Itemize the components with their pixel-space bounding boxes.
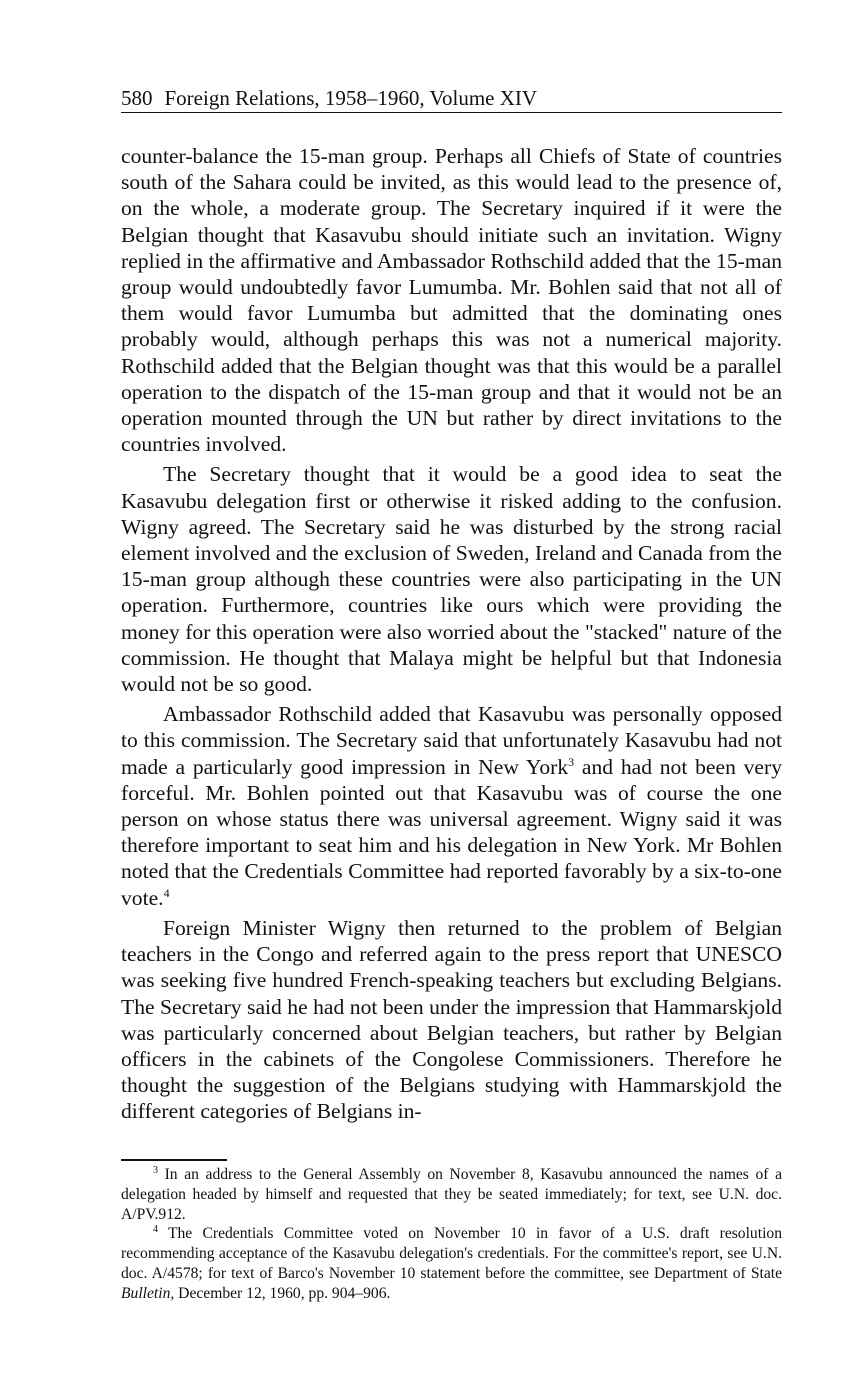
footnote-ref-3: 3 (568, 754, 575, 769)
footnotes (121, 1165, 782, 1304)
document-page (121, 84, 782, 1302)
paragraph-3-part-b: and had not been very forceful. Mr. Bohlen pointed out that Kasavubu was of course the one person on whose status there was universal agreement. Wigny said it was therefore important to seat him and his delegation in New York. Mr Bohlen noted that the Credentials Committee had reported favorably by a six-to-one vote. (121, 754, 782, 910)
paragraph-2: The Secretary thought that it would be a good idea to seat the Kasavubu delegation first or otherwise it risked adding to the confusion. Wigny agreed. The Secretary said he was disturbed by the strong racial element involved and the exclusion of Sweden, Ireland and Canada from the 15-man group although these countries were also participating in the UN operation. Furthermore, countries like ours which were providing the money for this operation were also worried about the "stacked" nature of the commission. He thought that Malaya might be helpful but that Indonesia would not be so good. (121, 462, 782, 697)
paragraph-1: counter-balance the 15-man group. Perhaps all Chiefs of State of countries south of the Sahara could be invited, as this would lead to the presence of, on the whole, a moderate group. The Secretary inquired if it were the Belgian thought that Kasavubu should initiate such an invitation. Wigny replied in the affirmative and Ambassador Rothschild added that the 15-man group would undoubtedly favor Lumumba. Mr. Bohlen said that not all of them would favor Lumumba but admitted that the dominating ones probably would, although perhaps this was not a numerical majority. Rothschild added that the Belgian thought was that this would be a parallel operation to the dispatch of the 15-man group and that it would not be an operation mounted through the UN but rather by direct invitations to the countries involved. (121, 144, 782, 457)
paragraph-3 (121, 701, 782, 911)
footnote-divider (121, 1159, 227, 1161)
footnote-4-text-a: The Credentials Committee voted on November 10 in favor of a U.S. draft resolution recommending acceptance of the Kasavubu delegation's credentials. For the committee's report, see U.N. doc. A/4578; for text of Barco's November 10 statement before the committee, see Department of State (121, 1225, 782, 1282)
paragraph-4: Foreign Minister Wigny then returned to the problem of Belgian teachers in the Congo and referred again to the press report that UNESCO was seeking five hundred French-speaking teachers but excluding Belgians. The Secretary said he had not been under the impression that Hammarskjold was particularly concerned about Belgian teachers, but rather by Belgian officers in the cabinets of the Congolese Commissioners. Therefore he thought the suggestion of the Belgians studying with Hammarskjold the different categories of Belgians in- (121, 915, 782, 1124)
page-number: 580 (121, 86, 153, 110)
footnote-3-text: In an address to the General Assembly on November 8, Kasavubu announced the names of a delegation headed by himself and requested that they be seated immediately; for text, see U.N. doc. A/PV.912. (121, 1166, 782, 1223)
running-title: Foreign Relations, 1958–1960, Volume XIV (164, 86, 538, 110)
paragraph-3-part-a: Ambassador Rothschild added that Kasavubu was personally opposed to this commission. The Secretary said that unfortunately Kasavubu had not made a particularly good impression in New York (121, 702, 782, 779)
footnote-ref-4: 4 (163, 885, 170, 900)
body-text (121, 143, 782, 1125)
running-header (121, 84, 782, 113)
footnote-4 (121, 1224, 782, 1303)
footnote-3 (121, 1165, 782, 1224)
footnote-4-italic-title: Bulletin, (121, 1284, 175, 1302)
footnote-4-mark: 4 (153, 1224, 158, 1236)
footnote-3-mark: 3 (153, 1165, 158, 1176)
footnote-4-text-b: December 12, 1960, pp. 904–906. (174, 1284, 391, 1302)
